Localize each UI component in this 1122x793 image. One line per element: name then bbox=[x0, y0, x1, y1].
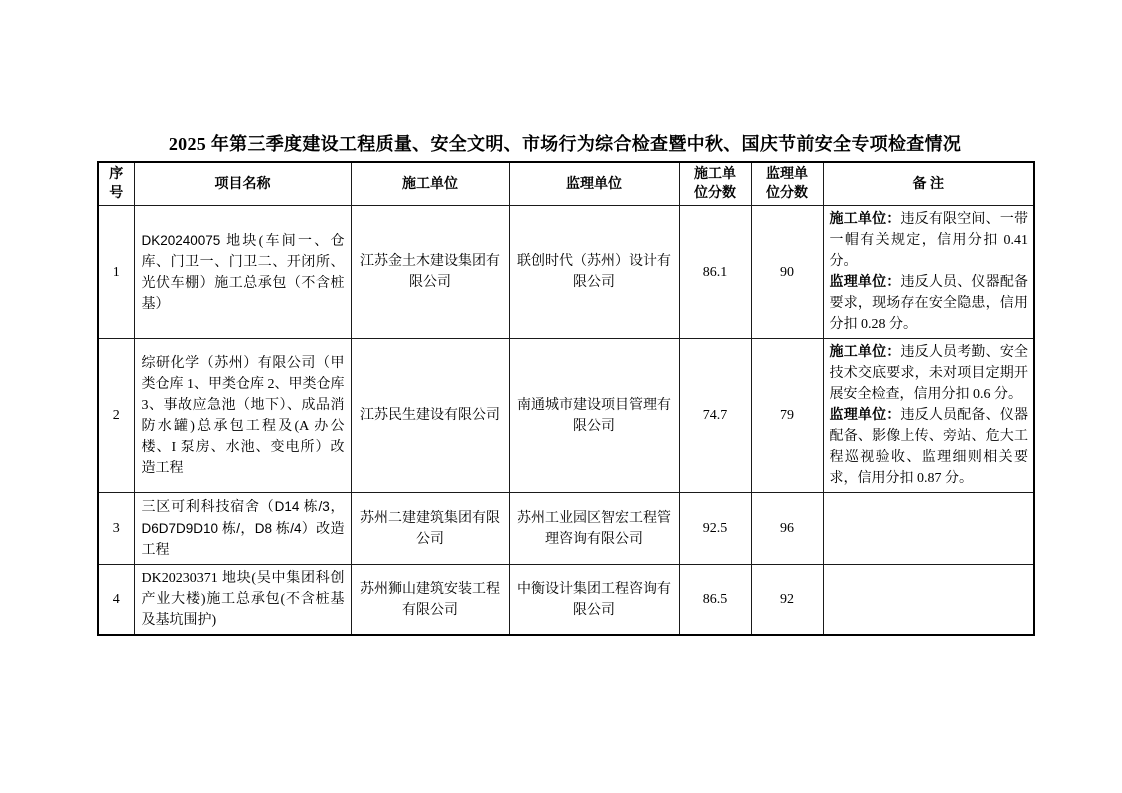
cell-project-name: 综研化学（苏州）有限公司（甲类仓库 1、甲类仓库 2、甲类仓库 3、事故应急池（地下）、成品消防水罐)总承包工程及(A 办公楼、I 泵房、水池、变电所）改造工程 bbox=[134, 339, 351, 493]
cell-contractor: 江苏金土木建设集团有限公司 bbox=[351, 206, 509, 339]
cell-contractor-score: 74.7 bbox=[679, 339, 751, 493]
page-title: 2025 年第三季度建设工程质量、安全文明、市场行为综合检查暨中秋、国庆节前安全专项检查情况 bbox=[168, 134, 962, 154]
cell-supervisor-score: 92 bbox=[751, 565, 823, 636]
cell-index: 3 bbox=[98, 493, 134, 565]
cell-contractor: 苏州二建建筑集团有限公司 bbox=[351, 493, 509, 565]
col-header-index: 序号 bbox=[98, 162, 134, 206]
cell-remarks bbox=[823, 493, 1034, 565]
remark-label: 监理单位： bbox=[829, 408, 901, 423]
remark-paragraph bbox=[830, 209, 1029, 272]
document-body bbox=[97, 132, 1033, 636]
cell-remarks bbox=[823, 565, 1034, 636]
table-row bbox=[98, 206, 1034, 339]
cell-project-name: 三区可利科技宿舍（D14 栋/3，D6D7D9D10 栋/，D8 栋/4）改造工程 bbox=[134, 493, 351, 565]
cell-project-name: DK20240075 地块(车间一、仓库、门卫一、门卫二、开闭所、光伏车棚）施工总承包（不含桩基） bbox=[134, 206, 351, 339]
remark-text: 违反人员考勤、安全技术交底要求，未对项目定期开展安全检查，信用分扣 0.6 分。 bbox=[829, 345, 1029, 402]
cell-project-name: DK20230371 地块(吴中集团科创产业大楼)施工总承包(不含桩基及基坑围护) bbox=[134, 565, 351, 636]
col-header-supervisor: 监理单位 bbox=[509, 162, 679, 206]
cell-contractor-score: 92.5 bbox=[679, 493, 751, 565]
cell-remarks bbox=[823, 339, 1034, 493]
remark-text: 违反人员、仪器配备要求，现场存在安全隐患，信用分扣 0.28 分。 bbox=[829, 275, 1029, 332]
table-row bbox=[98, 339, 1034, 493]
cell-index: 2 bbox=[98, 339, 134, 493]
table-header-row bbox=[98, 162, 1034, 206]
cell-index: 1 bbox=[98, 206, 134, 339]
remark-paragraph bbox=[830, 405, 1029, 489]
col-header-remarks: 备 注 bbox=[823, 162, 1034, 206]
cell-supervisor: 中衡设计集团工程咨询有限公司 bbox=[509, 565, 679, 636]
inspection-results-table bbox=[97, 161, 1035, 636]
remark-text: 违反人员配备、仪器配备、影像上传、旁站、危大工程巡视验收、监理细则相关要求，信用分扣 0.87 分。 bbox=[829, 408, 1029, 486]
cell-supervisor: 苏州工业园区智宏工程管理咨询有限公司 bbox=[509, 493, 679, 565]
remark-paragraph bbox=[830, 272, 1029, 335]
remark-label: 施工单位： bbox=[829, 345, 901, 360]
cell-index: 4 bbox=[98, 565, 134, 636]
col-header-project-name: 项目名称 bbox=[134, 162, 351, 206]
cell-supervisor: 南通城市建设项目管理有限公司 bbox=[509, 339, 679, 493]
col-header-contractor: 施工单位 bbox=[351, 162, 509, 206]
table-row bbox=[98, 493, 1034, 565]
cell-contractor-score: 86.5 bbox=[679, 565, 751, 636]
cell-contractor-score: 86.1 bbox=[679, 206, 751, 339]
cell-supervisor-score: 79 bbox=[751, 339, 823, 493]
remark-label: 施工单位： bbox=[829, 212, 901, 227]
cell-supervisor-score: 90 bbox=[751, 206, 823, 339]
cell-supervisor-score: 96 bbox=[751, 493, 823, 565]
table-row bbox=[98, 565, 1034, 636]
cell-remarks bbox=[823, 206, 1034, 339]
cell-supervisor: 联创时代（苏州）设计有限公司 bbox=[509, 206, 679, 339]
col-header-contractor-score: 施工单位分数 bbox=[679, 162, 751, 206]
remark-paragraph bbox=[830, 342, 1029, 405]
remark-text: 违反有限空间、一带一帽有关规定，信用分扣 0.41 分。 bbox=[829, 212, 1029, 269]
cell-contractor: 江苏民生建设有限公司 bbox=[351, 339, 509, 493]
cell-contractor: 苏州狮山建筑安装工程有限公司 bbox=[351, 565, 509, 636]
col-header-supervisor-score: 监理单位分数 bbox=[751, 162, 823, 206]
remark-label: 监理单位： bbox=[829, 275, 901, 290]
